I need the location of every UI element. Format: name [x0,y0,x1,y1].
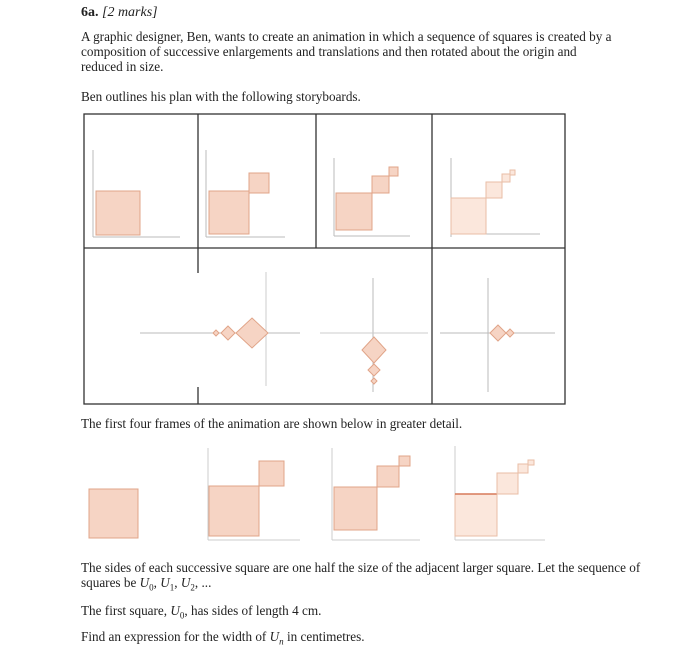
storyboard-lead: Ben outlines his plan with the following storyboards. [81,89,361,104]
first-square-paragraph: The first square, $U_0$, has sides of length 4 cm. [81,603,322,621]
storyboard-frame-1 [93,150,180,237]
detail-square-u2 [399,456,410,466]
storyboard-frame-4 [451,158,540,237]
rotated-square [490,325,506,341]
square-u2 [502,174,510,182]
detail-square-u2 [518,464,528,473]
detail-frame-4 [455,446,545,540]
detail-frame-3 [332,448,420,540]
detail-square-u0 [209,486,259,536]
detail-square-u0 [89,489,138,538]
square-u1 [486,182,502,198]
storyboard-frame-3 [334,158,410,236]
question-marks: [2 marks] [102,5,158,20]
storyboard-frame-6 [320,278,428,392]
square-u1 [249,173,269,193]
storyboard-frames [93,150,555,392]
rotated-square [362,337,386,363]
square-u1 [372,176,389,193]
detail-square-u1 [377,466,399,487]
storyboard-frame-5 [140,272,300,386]
detail-lead: The first four frames of the animation are shown below in greater detail. [81,416,463,431]
detail-frame-1 [89,489,138,538]
detail-frames [89,446,545,540]
question-number: 6a. [81,5,99,20]
detail-frame-2 [208,448,300,540]
detail-square-u0 [455,494,497,536]
square-u0 [336,193,372,230]
square-u3 [510,170,515,175]
detail-square-u1 [497,473,518,494]
rotated-square [236,318,268,348]
storyboard-frame-2 [206,150,285,237]
storyboard-frame-7 [440,278,555,392]
square-u0 [96,191,140,235]
square-u2 [389,167,398,176]
storyboard-grid [84,114,565,404]
square-u0 [209,191,249,234]
detail-square-u1 [259,461,284,486]
find-expression-paragraph: Find an expression for the width of $U_n$ in centimetres. [81,629,365,647]
intro-paragraph: A graphic designer, Ben, wants to create an animation in which a sequence of squares is created by a composition of successive enlargements and translations and then rotated about the origin and reduced in size. [81,29,612,74]
detail-square-u0 [334,487,377,530]
halving-rule-paragraph: The sides of each successive square are one half the size of the adjacent larger square. Let the sequence of squares be $U_0$, $U_1$, $U_2$, ... [81,560,641,593]
storyboard-border [84,114,565,404]
square-u0 [451,198,486,234]
detail-square-u3 [528,460,534,465]
